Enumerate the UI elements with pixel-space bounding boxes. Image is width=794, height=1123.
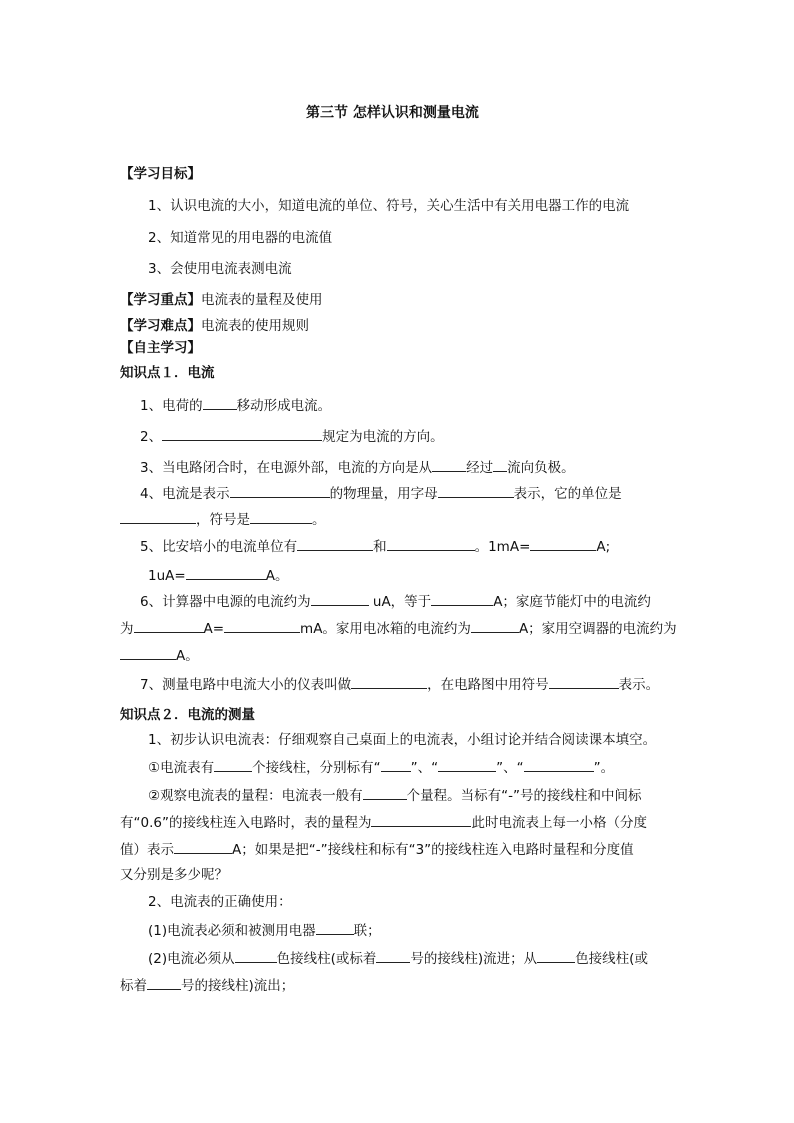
fill-blank[interactable] [438, 758, 496, 772]
fill-blank[interactable] [537, 949, 575, 963]
k2-c2-cont [120, 813, 647, 832]
q-text: 标着 [120, 978, 147, 994]
q-text: A；家用空调器的电流约为 [518, 621, 677, 637]
fill-blank[interactable] [162, 427, 322, 441]
q-text: 联； [353, 923, 381, 939]
fill-blank[interactable] [235, 949, 277, 963]
fill-blank[interactable] [224, 619, 300, 633]
q-text: 为 [120, 621, 134, 637]
q-text: (2)电流必须从 [148, 951, 235, 967]
q-text: mA。家用电冰箱的电流约为 [300, 621, 471, 637]
q-text: uA，等于 [372, 594, 432, 610]
q-text: ”。 [593, 760, 615, 776]
q-text: (1)电流表必须和被测用电器 [148, 923, 316, 939]
k1-q6 [140, 592, 651, 611]
difficulty-text: 电流表的使用规则 [201, 318, 309, 334]
fill-blank[interactable] [230, 484, 330, 498]
fill-blank[interactable] [297, 537, 373, 551]
q-text: 规定为电流的方向。 [322, 429, 444, 445]
difficulty-label: 【学习难点】 [120, 318, 201, 334]
key-point-text: 电流表的量程及使用 [201, 292, 323, 308]
k2-c2-cont2 [120, 840, 634, 859]
q-text: ①电流表有 [148, 760, 215, 776]
k1-q1 [140, 396, 331, 415]
q-text: 号的接线柱)流出； [181, 978, 295, 994]
q-text: 个量程。当标有“-”号的接线柱和中间标 [406, 788, 642, 804]
q-text: A；家庭节能灯中的电流约 [493, 594, 651, 610]
fill-blank[interactable] [120, 646, 176, 660]
q-text: 4、电流是表示 [140, 486, 230, 502]
difficulty [120, 317, 309, 335]
fill-blank[interactable] [203, 396, 237, 410]
fill-blank[interactable] [549, 675, 619, 689]
k2-c2 [148, 786, 641, 805]
q-text: 表示，它的单位是 [513, 486, 622, 502]
goals-heading: 【学习目标】 [120, 166, 201, 182]
k2-c1 [148, 758, 614, 777]
q-text: 色接线柱(或标着 [276, 951, 377, 967]
q-text: A; [596, 539, 611, 555]
q-text: 2、 [140, 429, 163, 445]
q-text: 此时电流表上每一小格（分度 [471, 815, 647, 831]
q-text: 3、当电路闭合时，在电源外部，电流的方向是从 [140, 460, 433, 476]
goal-item: 1、认识电流的大小，知道电流的单位、符号，关心生活中有关用电器工作的电流 [148, 198, 630, 214]
fill-blank[interactable] [214, 758, 252, 772]
fill-blank[interactable] [311, 592, 369, 606]
q-text: 个接线柱，分别标有“ [252, 760, 381, 776]
q-text: 流向负极。 [507, 460, 575, 476]
q-text: 6、计算器中电源的电流约为 [140, 594, 311, 610]
fill-blank[interactable] [432, 458, 466, 472]
fill-blank[interactable] [530, 537, 596, 551]
k2-u2 [148, 949, 648, 968]
goal-item: 3、会使用电流表测电流 [148, 261, 292, 277]
q-text: 5、比安培小的电流单位有 [140, 539, 298, 555]
q-text: ②观察电流表的量程：电流表一般有 [148, 788, 363, 804]
fill-blank[interactable] [471, 619, 519, 633]
k1-q6-cont [120, 619, 677, 638]
fill-blank[interactable] [387, 537, 475, 551]
fill-blank[interactable] [363, 786, 407, 800]
k1-q3 [140, 458, 575, 477]
q-text: ”、“ [496, 760, 524, 776]
q-text: ”、“ [410, 760, 439, 776]
q-text: A。 [265, 568, 289, 584]
k1-q2 [140, 427, 444, 446]
self-study-heading: 【自主学习】 [120, 340, 201, 356]
key-point-label: 【学习重点】 [120, 292, 201, 308]
k2-u1 [148, 921, 381, 940]
fill-blank[interactable] [381, 758, 411, 772]
q-text: 7、测量电路中电流大小的仪表叫做 [140, 677, 352, 693]
k2-heading: 知识点２．电流的测量 [120, 707, 255, 723]
k1-q4 [140, 484, 622, 503]
k1-q5 [140, 537, 610, 556]
q-text: A。 [176, 648, 199, 664]
q-text: A；如果是把“-”接线柱和标有“3”的接线柱连入电路时量程和分度值 [232, 842, 634, 858]
q-text: ，符号是 [196, 512, 250, 528]
q-text: 的物理量，用字母 [329, 486, 438, 502]
goal-item: 2、知道常见的用电器的电流值 [148, 230, 333, 246]
q-text: 。 [312, 512, 326, 528]
key-point [120, 291, 323, 309]
k1-q7 [140, 675, 659, 694]
fill-blank[interactable] [134, 619, 204, 633]
k1-heading: 知识点１．电流 [120, 365, 215, 381]
fill-blank[interactable] [438, 484, 514, 498]
fill-blank[interactable] [351, 675, 427, 689]
q-text: 移动形成电流。 [236, 398, 332, 414]
q-text: 经过 [466, 460, 494, 476]
page-title: 第三节 怎样认识和测量电流 [306, 105, 479, 121]
k2-p1: 1、初步认识电流表：仔细观察自己桌面上的电流表，小组讨论并结合阅读课本填空。 [148, 732, 657, 748]
fill-blank[interactable] [250, 510, 312, 524]
q-text: A= [203, 621, 225, 637]
q-text: ，在电路图中用符号 [427, 677, 549, 693]
k2-p2: 2、电流表的正确使用： [148, 894, 292, 910]
fill-blank[interactable] [376, 949, 410, 963]
q-text: 表示。 [618, 677, 660, 693]
q-text: 号的接线柱)流进；从 [410, 951, 538, 967]
q-text: 值）表示 [120, 842, 174, 858]
q-text: 色接线柱(或 [575, 951, 648, 967]
fill-blank[interactable] [431, 592, 493, 606]
k1-q4-cont [120, 510, 326, 529]
q-text: 有“0.6”的接线柱连入电路时，表的量程为 [120, 815, 372, 831]
fill-blank[interactable] [174, 840, 232, 854]
fill-blank[interactable] [316, 921, 354, 935]
fill-blank[interactable] [147, 976, 181, 990]
k2-u2-cont [120, 976, 294, 995]
q-text: 和 [373, 539, 387, 555]
k1-q6-cont2 [120, 646, 199, 665]
q-text: 1、电荷的 [140, 398, 203, 414]
fill-blank[interactable] [524, 758, 594, 772]
fill-blank[interactable] [493, 458, 507, 472]
q-text: 。1mA= [474, 539, 531, 555]
fill-blank[interactable] [371, 813, 471, 827]
q-text: 1uA= [148, 568, 186, 584]
fill-blank[interactable] [120, 510, 196, 524]
fill-blank[interactable] [186, 566, 266, 580]
k2-c2-cont3: 又分别是多少呢？ [120, 867, 228, 883]
k1-q5-cont [148, 566, 288, 585]
